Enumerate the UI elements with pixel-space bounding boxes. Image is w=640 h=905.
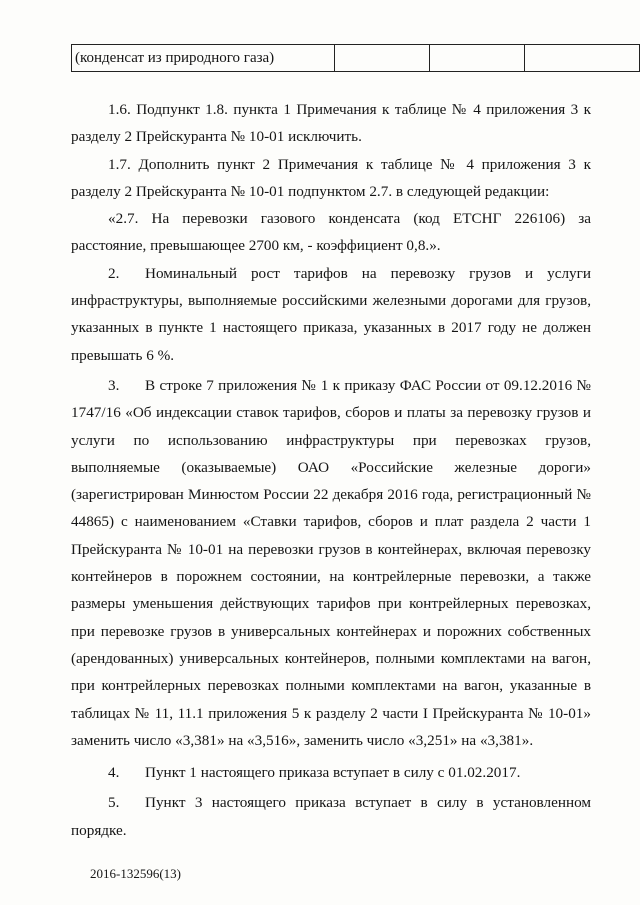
paragraph-1-7: 1.7. Дополнить пункт 2 Примечания к таблице № 4 приложения 3 к разделу 2 Прейскуранта № 10-01 подпунктом 2.7. в следующей редакции: — [71, 155, 591, 200]
paragraph-number: 4. — [108, 764, 120, 782]
document-body — [71, 96, 591, 844]
paragraph-1-6: 1.6. Подпункт 1.8. пункта 1 Примечания к таблице № 4 приложения 3 к разделу 2 Прейскуранта № 10-01 исключить. — [71, 101, 591, 146]
paragraph-number: 2. — [108, 264, 120, 282]
paragraph-text: Номинальный рост тарифов на перевозку грузов и услуги инфраструктуры, выполняемые российскими железными дорогами для грузов, указанных в пункте 1 настоящего приказа, указанных в 2017 году не должен превышать 6 %. — [71, 264, 591, 364]
paragraph-number: 5. — [108, 794, 120, 812]
paragraph-4 — [71, 759, 591, 786]
table-cell — [334, 45, 429, 72]
table-cell — [525, 45, 640, 72]
paragraph-text: В строке 7 приложения № 1 к приказу ФАС России от 09.12.2016 № 1747/16 «Об индексации ставок тарифов, сборов и платы за перевозку грузов и услуги по использованию инфраструктуры при перевозках грузов, выполняемые (оказываемые) ОАО «Российские железные дороги» (зарегистрирован Минюстом России 22 декабря 2016 года, регистрационный № 44865) с наименованием «Ставки тарифов, сборов и плат раздела 2 части 1 Прейскуранта № 10-01 на перевозки грузов в контейнерах, включая перевозку контейнеров в порожнем состоянии, на контрейлерные перевозки, а также размеры уменьшения действующих тарифов при контрейлерных перевозках, при перевозке грузов в универсальных контейнерах и порожних собственных (арендованных) универсальных контейнеров, полными комплектами на вагон, при контрейлерных перевозках полными комплектами на вагон, указанные в таблицах № 11, 11.1 приложения 5 к разделу 2 части I Прейскуранта № 10-01» заменить число «3,381» на «3,516», заменить число «3,251» на «3,381». — [71, 376, 591, 749]
table-fragment — [71, 44, 640, 72]
table-cell — [429, 45, 524, 72]
table-row — [72, 45, 640, 72]
paragraph-text: Пункт 1 настоящего приказа вступает в силу с 01.02.2017. — [145, 764, 521, 782]
footer-code: 2016-132596(13) — [90, 866, 181, 881]
paragraph-2 — [71, 260, 591, 369]
paragraph-text: Пункт 3 настоящего приказа вступает в силу в установленном порядке. — [71, 794, 591, 839]
table-cell: (конденсат из природного газа) — [72, 45, 335, 72]
paragraph-5 — [71, 789, 591, 844]
paragraph-number: 3. — [108, 376, 120, 394]
paragraph-3 — [71, 372, 591, 754]
paragraph-2-7-quote: «2.7. На перевозки газового конденсата (код ЕТСНГ 226106) за расстояние, превышающее 2700 км, - коэффициент 0,8.». — [71, 210, 591, 255]
